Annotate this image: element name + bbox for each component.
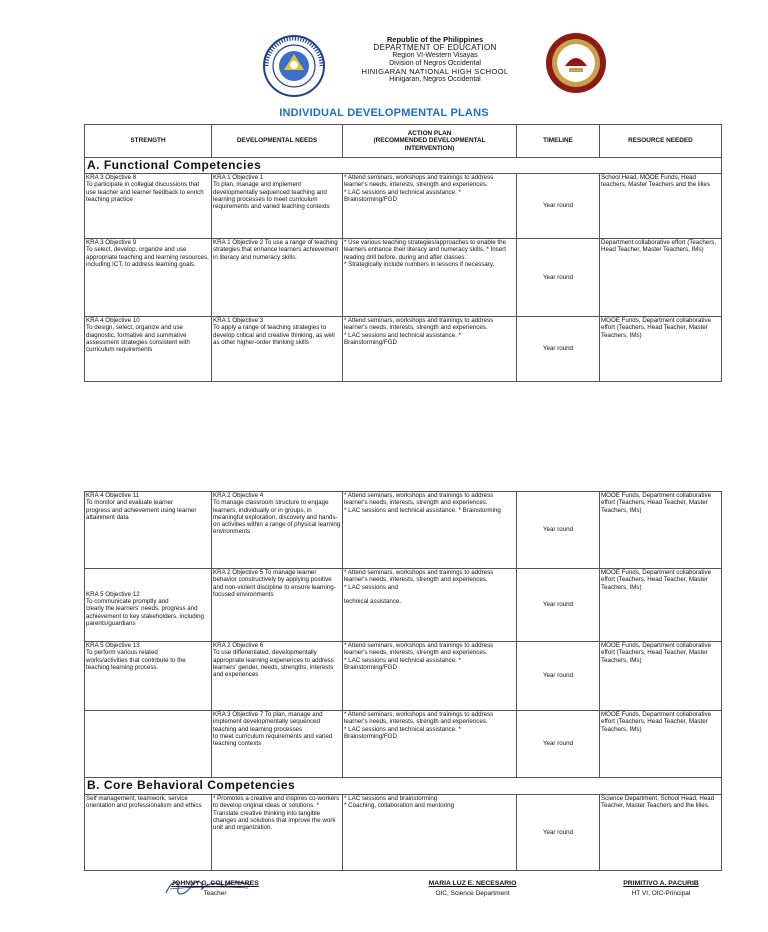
strength-cell: KRA 3 Objective 8 To participate in collegial discussions that use teacher and learner feedback to enrich teaching practice bbox=[85, 174, 212, 239]
strength-cell: KRA 3 Objective 9 To select, develop, organize and use appropriate teaching and learning resources, including ICT, to address learning goals. bbox=[85, 239, 212, 317]
needs-cell: KRA 1 Objective 3 To apply a range of teaching strategies to develop critical and creative thinking, as well as other higher-order thinking skills bbox=[212, 317, 343, 382]
strength-cell: KRA 5 Objective 13 To perform various related works/activities that contribute to the teaching learning process. bbox=[85, 642, 212, 711]
column-header-timeline: TIMELINE bbox=[517, 125, 600, 158]
action-cell: * Attend seminars, workshops and trainings to address learner's needs, interests, strength and experiences. * LAC sessions and technical assistance. * Brainstorming/FGD bbox=[343, 317, 517, 382]
timeline-cell: Year round bbox=[517, 492, 600, 569]
needs-cell: KRA 2 Objective 5 To manage learner behavior constructively by applying positive and non-violent discipline to ensure learning-focused environments bbox=[212, 569, 343, 642]
page-title: INDIVIDUAL DEVELOPMENTAL PLANS bbox=[279, 107, 489, 119]
table-row bbox=[85, 317, 722, 382]
signatory-name: MARIA LUZ E. NECESARIO bbox=[428, 880, 517, 887]
action-cell: * Attend seminars, workshops and trainings to address learner's needs, interests, strength and experiences. * LAC sessions and technical assistance. * Brainstorming/FGD bbox=[343, 642, 517, 711]
school-seal-icon bbox=[545, 32, 607, 94]
resource-cell: MOOE Funds, Department collaborative effort (Teachers, Head Teacher, Master Teachers, IMs) bbox=[600, 711, 722, 778]
letterhead-text bbox=[330, 36, 540, 84]
timeline-cell: Year round bbox=[517, 174, 600, 239]
address-line: Hinigaran, Negros Occidental bbox=[389, 76, 481, 83]
needs-cell: KRA 1 Objective 2 To use a range of teaching strategies that enhance learners achievement in literacy and numeracy skills. bbox=[212, 239, 343, 317]
table-row bbox=[85, 795, 722, 871]
column-header-resource: RESOURCE NEEDED bbox=[600, 125, 722, 158]
resource-cell: Science Department, School Head, Head Teacher, Master Teachers and the lilies. bbox=[600, 795, 722, 871]
timeline-cell: Year round bbox=[517, 317, 600, 382]
action-cell: * Use various teaching strategies/approaches to enable the learners enhance their literacy and numeracy skills. * Insert reading drill before, during and after classes. * Strategically include numbers in lessons if necessary. bbox=[343, 239, 517, 317]
signature-block-department bbox=[400, 880, 545, 898]
strength-cell: Self management, teamwork, service orientation and professionalism and ethics bbox=[85, 795, 212, 871]
table-row bbox=[85, 174, 722, 239]
resource-cell: School Head, MOOE Funds, Head teachers, Master Teachers and the lilies bbox=[600, 174, 722, 239]
needs-cell: KRA 1 Objective 1 To plan, manage and implement developmentally sequenced teaching and learning processes to meet curriculum requirements and varied teaching contexts bbox=[212, 174, 343, 239]
timeline-cell: Year round bbox=[517, 569, 600, 642]
timeline-cell: Year round bbox=[517, 239, 600, 317]
resource-cell: MOOE Funds, Department collaborative effort (Teachers, Head Teacher, Master Teachers, IMs) bbox=[600, 492, 722, 569]
deped-seal-icon bbox=[262, 34, 326, 98]
action-cell: * Attend seminars, workshops and trainings to address learner's needs, interests, strength and experiences. * LAC sessions and technical assistance. * Brainstorming/FGD bbox=[343, 711, 517, 778]
column-header-action: ACTION PLAN (RECOMMENDED DEVELOPMENTAL INTERVENTION) bbox=[343, 125, 517, 158]
school-line: HINIGARAN NATIONAL HIGH SCHOOL bbox=[361, 67, 509, 76]
section-core-behavioral-competencies: B. Core Behavioral Competencies bbox=[85, 778, 722, 795]
signatory-role: OIC, Science Department bbox=[435, 890, 510, 897]
letterhead bbox=[0, 0, 768, 100]
signature-block-teacher bbox=[150, 880, 280, 898]
signatory-name: PRIMITIVO A. PACURIB bbox=[623, 880, 699, 887]
signatory-role: HT VI, OIC-Principal bbox=[631, 890, 691, 897]
needs-cell: KRA 2 Objective 6 To use differentiated, developmentally appropriate learning experiences to address learners' gender, needs, strengths, interests and experiences bbox=[212, 642, 343, 711]
strength-cell: KRA 4 Objective 10 To design, select, organize and use diagnostic, formative and summative assessment strategies consistent with curriculum requirements bbox=[85, 317, 212, 382]
republic-line: Republic of the Philippines bbox=[386, 35, 484, 44]
region-line: Region VI-Western Visayas bbox=[392, 52, 478, 59]
resource-cell: MOOE Funds, Department collaborative effort (Teachers, Head Teacher, Master Teachers, IMs) bbox=[600, 317, 722, 382]
timeline-cell: Year round bbox=[517, 642, 600, 711]
column-header-strength: STRENGTH bbox=[85, 125, 212, 158]
signature-block-principal bbox=[596, 880, 726, 898]
strength-cell: KRA 5 Objective 12 To communicate promptly and clearly the learners' needs, progress and achievement to key stakeholders, including parents/guardians bbox=[85, 569, 212, 642]
action-cell: * Attend seminars, workshops and trainings to address learner's needs, interests, strength and experiences. * LAC sessions and technical assistance. * Brainstorming/FGD bbox=[343, 174, 517, 239]
needs-cell: KRA 2 Objective 4 To manage classroom structure to engage learners, individually or in groups, in meaningful exploration, discovery and hands-on activities within a range of physical learning environments bbox=[212, 492, 343, 569]
timeline-cell: Year round bbox=[517, 795, 600, 871]
plan-table-page-2 bbox=[84, 491, 722, 871]
strength-cell bbox=[85, 711, 212, 778]
needs-cell: * Promotes a creative and inspires co-workers to develop original ideas or solutions. * Translate creative thinking into tangible changes and solutions that improve the work unit and organization. bbox=[212, 795, 343, 871]
table-row bbox=[85, 492, 722, 569]
action-cell: * LAC sessions and brainstorming * Coaching, collaboration and mentoring bbox=[343, 795, 517, 871]
division-line: Division of Negros Occidental bbox=[389, 60, 481, 67]
resource-cell: MOOE Funds, Department collaborative effort (Teachers, Head Teacher, Master Teachers, IMs) bbox=[600, 642, 722, 711]
department-line: DEPARTMENT OF EDUCATION bbox=[373, 43, 497, 52]
table-row bbox=[85, 642, 722, 711]
resource-cell: MOOE Funds, Department collaborative effort (Teachers, Head Teacher, Master Teachers, IMs) bbox=[600, 569, 722, 642]
table-header-row bbox=[85, 125, 722, 158]
needs-cell: KRA 3 Objective 7 To plan, manage and implement developmentally sequenced teaching and learning processes to meet curriculum requirements and varied teaching contexts bbox=[212, 711, 343, 778]
column-header-needs: DEVELOPMENTAL NEEDS bbox=[212, 125, 343, 158]
action-cell: * Attend seminars, workshops and trainings to address learner's needs, interests, strength and experiences. * LAC sessions and technical assistance. bbox=[343, 569, 517, 642]
table-row bbox=[85, 239, 722, 317]
table-row bbox=[85, 711, 722, 778]
section-functional-competencies: A. Functional Competencies bbox=[85, 158, 722, 174]
signatory-name: JOHNNY G. COLMENARES bbox=[171, 880, 259, 887]
timeline-cell: Year round bbox=[517, 711, 600, 778]
action-cell: * Attend seminars, workshops and trainings to address learner's needs, interests, strength and experiences. * LAC sessions and technical assistance. * Brainstorming bbox=[343, 492, 517, 569]
plan-table-page-1 bbox=[84, 124, 722, 382]
resource-cell: Department collaborative effort (Teachers, Head Teacher, Master Teachers, IMs) bbox=[600, 239, 722, 317]
signatory-role: Teacher bbox=[203, 890, 227, 897]
strength-cell: KRA 4 Objective 11 To monitor and evaluate learner progress and achievement using learner attainment data bbox=[85, 492, 212, 569]
table-row bbox=[85, 569, 722, 642]
